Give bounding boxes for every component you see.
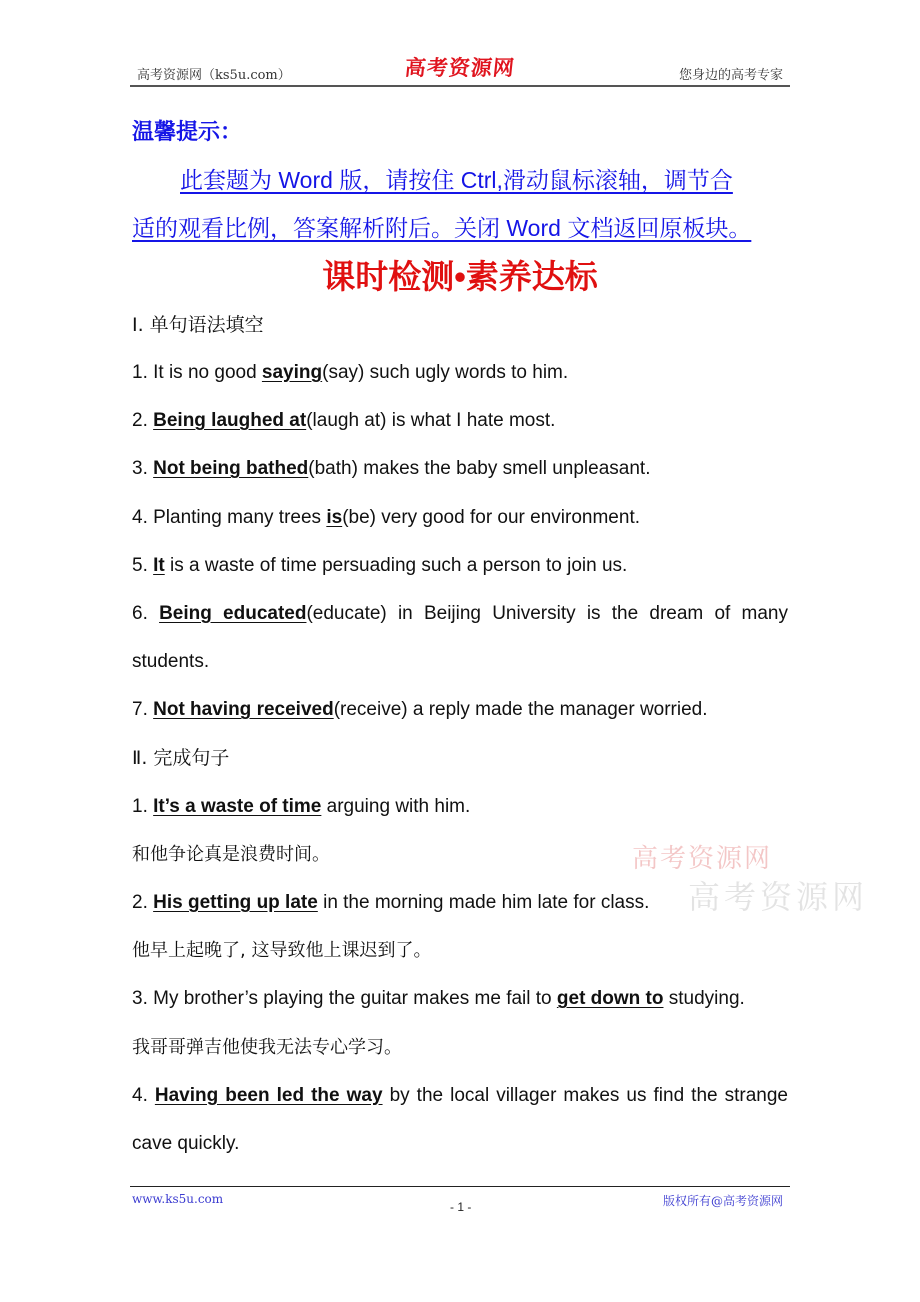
answer-text: Being educated <box>159 602 307 624</box>
header-slogan: 您身边的高考专家 <box>678 68 783 83</box>
item-text: studying. <box>663 988 745 1010</box>
exercise-item <box>132 975 788 1023</box>
answer-text: is <box>326 506 343 528</box>
watermark: 高考资源网 <box>688 878 869 916</box>
header-site-name: 高考资源网（ks5u.com） <box>137 68 291 83</box>
item-text: arguing with him. <box>321 795 471 817</box>
footer-divider <box>130 1186 790 1187</box>
item-text: 和他争论真是浪费时间。 <box>132 843 330 865</box>
section-heading <box>132 301 788 349</box>
item-text: (say) such ugly words to him. <box>322 361 569 383</box>
exercise-item <box>132 783 788 831</box>
tip-line-2[interactable]: 适的观看比例，答案解析附后。关闭 Word 文档返回原板块。 <box>132 215 752 242</box>
page-number: - 1 - <box>450 1200 472 1214</box>
header-divider <box>130 85 790 87</box>
footer-copyright: 版权所有@高考资源网 <box>662 1194 783 1208</box>
translation-line <box>132 1024 788 1072</box>
document-body <box>132 108 788 1168</box>
item-text: is a waste of time persuading such a person to join us. <box>164 554 628 576</box>
item-text: (be) very good for our environment. <box>342 506 640 528</box>
item-text: Ⅱ. 完成句子 <box>132 747 230 770</box>
item-text: 3. <box>132 458 154 480</box>
exercise-item <box>132 1072 788 1168</box>
item-text: 4. <box>132 1084 155 1106</box>
item-text: (educate) in Beijing University is the dream of many students. <box>132 602 788 673</box>
answer-text: It <box>153 554 165 576</box>
item-text: 3. My brother’s playing the guitar makes me fail to <box>132 988 557 1010</box>
answer-text: Being laughed at <box>153 410 307 432</box>
exercise-item <box>132 349 788 397</box>
item-text: 我哥哥弹吉他使我无法专心学习。 <box>132 1036 402 1058</box>
answer-text: Not being bathed <box>153 458 309 480</box>
item-text: (bath) makes the baby smell unpleasant. <box>308 458 651 480</box>
item-text: 1. <box>132 795 154 817</box>
exercise-item <box>132 494 788 542</box>
item-text: Ⅰ. 单句语法填空 <box>132 313 264 336</box>
exercise-item <box>132 397 788 445</box>
page-title: 课时检测•素养达标 <box>322 257 598 295</box>
site-logo: 高考资源网 <box>403 55 517 80</box>
item-text: 4. Planting many trees <box>132 506 327 528</box>
item-text: 2. <box>132 892 154 914</box>
answer-text: saying <box>261 361 323 383</box>
footer-link[interactable]: www.ks5u.com <box>132 1192 224 1206</box>
item-text: (laugh at) is what I hate most. <box>306 410 556 432</box>
exercise-item <box>132 445 788 493</box>
exercise-item <box>132 686 788 734</box>
item-text: 2. <box>132 410 154 432</box>
item-text: 5. <box>132 554 154 576</box>
item-text: 6. <box>132 602 160 624</box>
watermark: 高考资源网 <box>632 844 773 874</box>
item-text: (receive) a reply made the manager worried. <box>333 699 708 721</box>
translation-line <box>132 927 788 975</box>
exercise-item <box>132 542 788 590</box>
answer-text: His getting up late <box>153 892 318 914</box>
item-text: 7. <box>132 699 154 721</box>
item-text: 他早上起晚了, 这导致他上课迟到了。 <box>132 940 432 962</box>
item-text: by the local villager makes us find the strange cave quickly. <box>132 1084 788 1154</box>
item-text: in the morning made him late for class. <box>317 892 650 914</box>
exercise-item <box>132 590 788 686</box>
exercise-list <box>132 301 788 1168</box>
answer-text: Having been led the way <box>154 1084 383 1106</box>
answer-text: It’s a waste of time <box>153 795 322 817</box>
tip-line-1[interactable]: 此套题为 Word 版，请按住 Ctrl,滑动鼠标滚轴，调节合 <box>180 167 733 194</box>
item-text: 1. It is no good <box>132 361 262 383</box>
answer-text: Not having received <box>153 699 334 721</box>
tip-label: 温馨提示： <box>132 119 243 144</box>
section-heading <box>132 734 788 782</box>
answer-text: get down to <box>556 988 664 1010</box>
